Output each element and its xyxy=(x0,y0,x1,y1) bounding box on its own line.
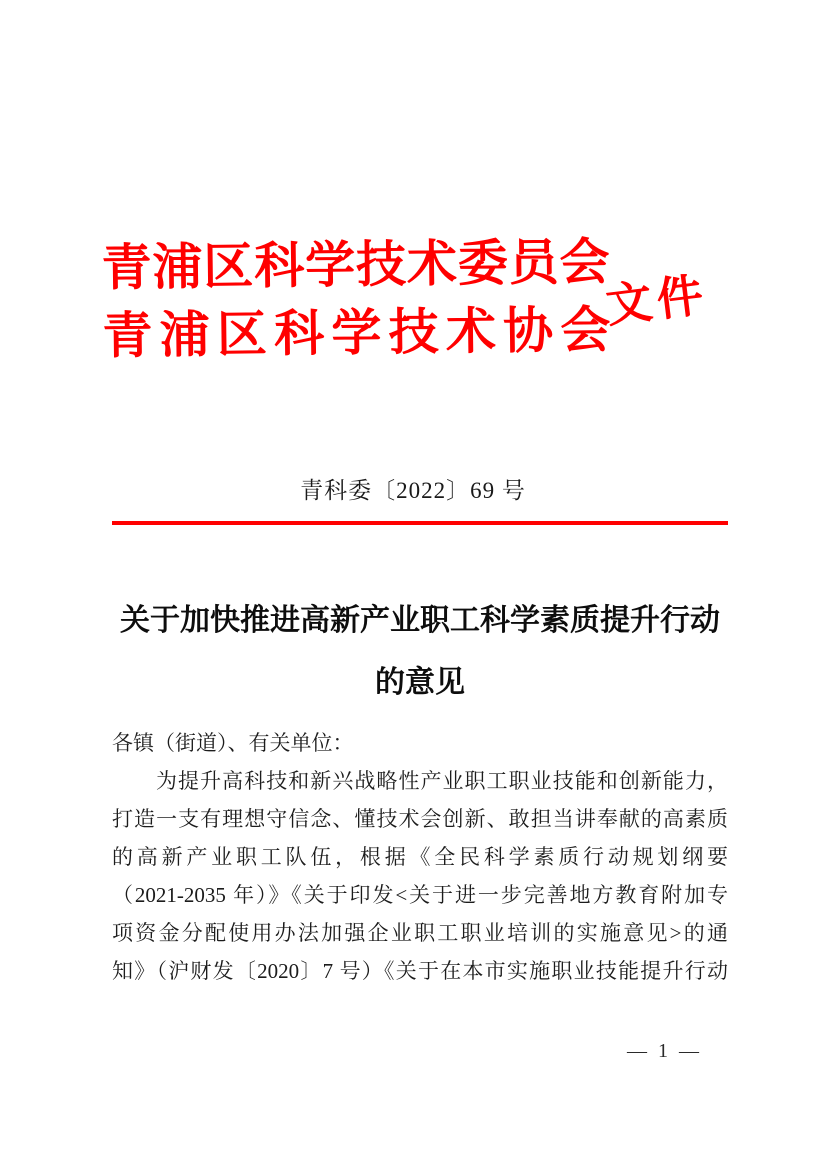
body-line-3: 的高新产业职工队伍，根据《全民科学素质行动规划纲要 xyxy=(112,845,728,869)
body-line-1: 为提升高科技和新兴战略性产业职工职业技能和创新能力， xyxy=(156,769,728,793)
document-number: 青科委〔2022〕69 号 xyxy=(300,478,526,503)
document-title xyxy=(105,590,735,714)
document-title-line-1: 关于加快推进高新产业职工科学素质提升行动 xyxy=(120,604,720,637)
red-divider-line xyxy=(112,521,728,525)
body-line-6: 知》（沪财发〔2020〕7 号）《关于在本市实施职业技能提升行动 xyxy=(112,959,728,983)
body-line-2: 打造一支有理想守信念、懂技术会创新、敢担当讲奉献的高素质 xyxy=(112,807,728,831)
document-title-line-2: 的意见 xyxy=(375,666,465,699)
body-line-5: 项资金分配使用办法加强企业职工职业培训的实施意见>的通 xyxy=(112,921,728,945)
page-number: — 1 — xyxy=(627,1040,702,1062)
body-line-4: （2021-2035 年）》《关于印发<关于进一步完善地方教育附加专 xyxy=(112,883,728,907)
document-type-label: 文件 xyxy=(603,268,711,333)
salutation-line: 各镇（街道）、有关单位： xyxy=(112,731,354,755)
issuing-org-line-2: 青浦区科学技术协会 xyxy=(102,301,611,364)
document-body xyxy=(112,724,728,990)
issuing-org-line-1: 青浦区科学技术委员会 xyxy=(101,233,610,297)
letterhead xyxy=(101,228,611,370)
